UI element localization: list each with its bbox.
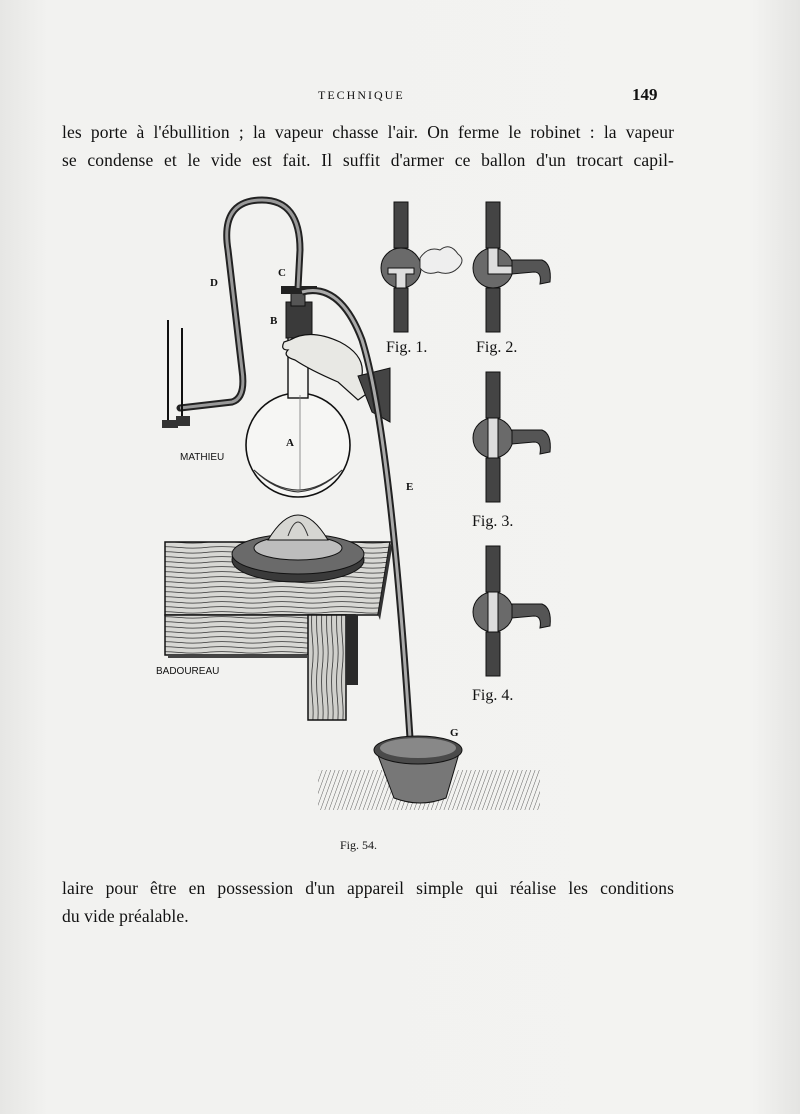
paragraph-line: se condense et le vide est fait. Il suffit d'armer ce ballon d'un trocart capil- [62, 150, 674, 170]
label-a: A [286, 437, 294, 449]
running-title: TECHNIQUE [318, 88, 405, 102]
stopcock-fig-4 [472, 546, 550, 704]
label-b: B [270, 315, 278, 327]
engraver-signature: BADOUREAU [156, 666, 220, 677]
paragraph-bottom [62, 874, 674, 930]
label-g: G [450, 727, 459, 739]
page-number: 149 [632, 85, 658, 104]
sub-figure-4-label: Fig. 4. [472, 687, 514, 704]
figure-54 [150, 190, 570, 830]
paragraph-line: les porte à l'ébullition ; la vapeur chasse l'air. On ferme le robinet : la vapeur [62, 122, 674, 142]
paragraph-top [62, 118, 674, 174]
paragraph-line: du vide préalable. [62, 906, 189, 926]
label-e: E [406, 481, 414, 493]
stopcock-fig-1 [381, 202, 462, 356]
maker-signature: MATHIEU [180, 452, 225, 463]
tube-d [180, 200, 300, 408]
paragraph-line: laire pour être en possession d'un appareil simple qui réalise les conditions [62, 878, 674, 898]
sub-figure-3-label: Fig. 3. [472, 513, 514, 530]
sub-figure-2-label: Fig. 2. [476, 339, 518, 356]
stopcock-fig-2 [473, 202, 550, 356]
burner-stand [232, 515, 364, 582]
label-c: C [278, 267, 286, 279]
sub-figure-1-label: Fig. 1. [386, 339, 428, 356]
bowl-g [318, 736, 540, 810]
apparatus-illustration [150, 190, 570, 830]
figure-caption: Fig. 54. [340, 838, 378, 852]
stopcock-fig-3 [472, 372, 550, 530]
candle-stand [162, 320, 190, 428]
label-d: D [210, 277, 218, 289]
